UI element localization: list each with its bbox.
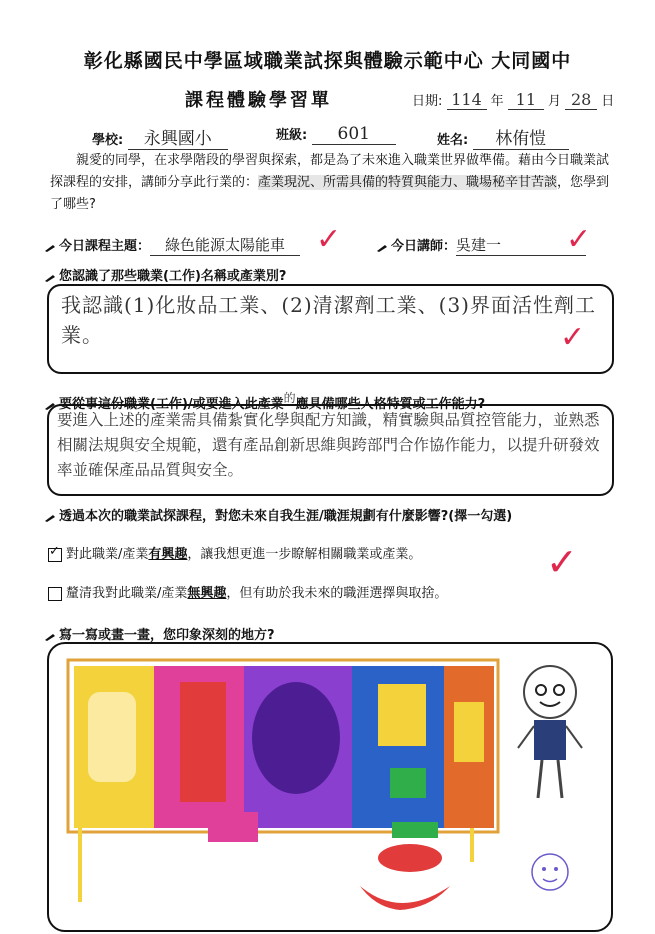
option-not-interested[interactable]: 釐清我對此職業/產業無興趣，但有助於我未來的職涯選擇與取捨。 <box>48 582 447 601</box>
pencil-icon <box>44 512 56 522</box>
school-value: 永興國小 <box>128 124 228 150</box>
question-2-answer-box <box>47 404 614 496</box>
question-3-label: 透過本次的職業試探課程，對您未來自我生涯/職涯規劃有什麼影響?(擇一勾選) <box>44 505 512 524</box>
person-figure <box>518 666 582 798</box>
panel-shape <box>392 822 438 838</box>
topic-value: 綠色能源太陽能車 <box>150 234 300 256</box>
crayon-drawing <box>60 652 600 928</box>
date-day: 28 <box>565 90 597 110</box>
worksheet-title: 彰化縣國民中學區域職業試探與體驗示範中心 大同國中 <box>83 50 572 72</box>
panel-shape <box>454 702 484 762</box>
check-mark: ✓ <box>546 540 578 584</box>
intro-highlight: 產業現況、所需具備的特質與能力、職場秘辛甘苦談 <box>258 175 558 190</box>
checkbox-unchecked[interactable] <box>48 587 62 601</box>
panel-shape <box>360 886 450 910</box>
class-value: 601 <box>312 124 396 145</box>
course-topic-field <box>44 234 300 256</box>
panel-shape <box>378 684 426 746</box>
checkbox-checked[interactable]: ✓ <box>48 548 62 562</box>
question-2-insert: 的 <box>283 391 296 405</box>
intro-text-a: 親愛的同學，在求學階段的學習與探索，都是為了未來進入職業世界做準備。藉由今日職業試探課程的安排，講師分享此行業的： <box>50 153 610 190</box>
date-month: 11 <box>508 90 544 110</box>
question-1-answer-box <box>47 284 614 374</box>
teacher-field <box>376 234 586 256</box>
panel-shape <box>208 812 258 842</box>
panel-shape <box>180 682 226 802</box>
class-label: 班級: <box>276 128 308 143</box>
teacher-label: 今日講師： <box>391 239 457 254</box>
question-1-answer: 我認識(1)化妝品工業、(2)清潔劑工業、(3)界面活性劑工業。 <box>61 293 596 347</box>
panel-shape <box>378 844 442 872</box>
option-interested[interactable]: ✓ 對此職業/產業有興趣，讓我想更進一步瞭解相關職業或產業。 <box>49 543 422 562</box>
name-value: 林侑愷 <box>473 124 569 150</box>
pencil-icon <box>376 242 388 252</box>
date-year: 114 <box>447 90 487 110</box>
class-field <box>276 124 396 145</box>
name-field <box>437 124 569 150</box>
check-mark: ✓ <box>560 320 586 355</box>
pencil-icon <box>44 272 56 282</box>
intro-text-b: ，您學到了哪些? <box>50 175 610 212</box>
date-month-unit: 月 <box>547 94 561 109</box>
topic-label: 今日課程主題： <box>59 239 151 254</box>
name-label: 姓名: <box>437 133 469 148</box>
date-label: 日期: <box>412 94 443 109</box>
date-field <box>412 90 614 110</box>
question-2-label: 要從事這份職業(工作)/或要進入此產業的應具備哪些人格特質或工作能力? <box>44 389 485 412</box>
question-1-label: 您認識了那些職業(工作)名稱或產業別? <box>44 265 286 284</box>
pencil-icon <box>44 242 56 252</box>
check-mark: ✓ <box>316 222 342 257</box>
intro-paragraph <box>50 150 610 216</box>
question-4-label: 寫一寫或畫一畫，您印象深刻的地方? <box>44 624 275 643</box>
question-2-answer: 要進入上述的產業需具備紮實化學與配方知識，精實驗與品質控管能力，並熟悉相關法規與安全規範，還有產品創新思維與跨部門合作協作能力，以提升研發效率並確保產品品質與安全。 <box>57 411 600 479</box>
teacher-stamp <box>532 854 568 890</box>
panel-shape <box>390 768 426 798</box>
date-day-unit: 日 <box>601 94 615 109</box>
worksheet-subtitle: 課程體驗學習單 <box>185 90 332 111</box>
date-year-unit: 年 <box>490 94 504 109</box>
pencil-icon <box>44 631 56 641</box>
panel-shape <box>88 692 136 782</box>
check-mark: ✓ <box>566 222 592 257</box>
panel-shape <box>252 682 340 794</box>
school-label: 學校: <box>92 133 124 148</box>
school-field <box>92 124 228 150</box>
teacher-value: 吳建一 <box>456 234 586 256</box>
